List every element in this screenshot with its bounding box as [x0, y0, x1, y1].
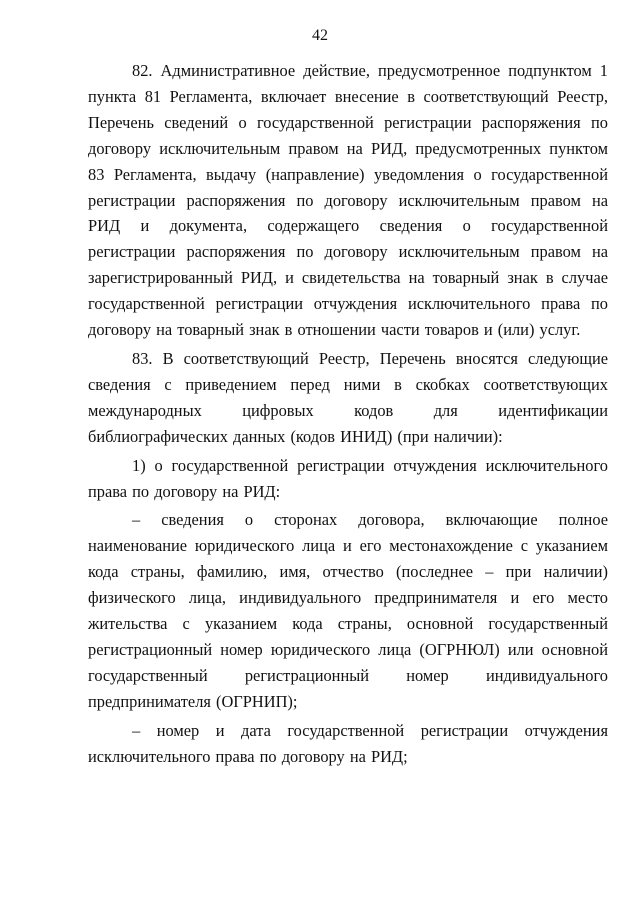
- page-number: 42: [312, 27, 328, 44]
- paragraph-83: 83. В соответствующий Реестр, Перечень вносятся следующие сведения с приведением перед ними в скобках соответствующих международных цифровых кодов для идентификации библиографических данных (кодов ИНИД) (при наличии):: [88, 348, 608, 446]
- document-body: [88, 58, 608, 769]
- list-item-parties-info: – сведения о сторонах договора, включающие полное наименование юридического лица и его местонахождение с указанием кода страны, фамилию, имя, отчество (последнее – при наличии) физического лица, индивидуального предпринимателя и его место жительства с указанием кода страны, основной государственный регистрационный номер юридического лица (ОГРНЮЛ) или основной государственный регистрационный номер индивидуального предпринимателя (ОГРНИП);: [88, 510, 608, 711]
- subparagraph-1: 1) о государственной регистрации отчуждения исключительного права по договору на РИД:: [88, 455, 608, 501]
- paragraph-82: 82. Административное действие, предусмотренное подпунктом 1 пункта 81 Регламента, включает внесение в соответствующий Реестр, Перечень сведений о государственной регистрации распоряжения по договору исключительным правом на РИД, предусмотренных пунктом 83 Регламента, выдачу (направление) уведомления о государственной регистрации распоряжения по договору исключительным правом на РИД и документа, содержащего сведения о государственной регистрации распоряжения по договору исключительным правом на зарегистрированный РИД, и свидетельства на товарный знак в случае государственной регистрации отчуждения исключительного права по договору на товарный знак в отношении части товаров и (или) услуг.: [88, 61, 608, 340]
- list-item-registration-number: – номер и дата государственной регистрации отчуждения исключительного права по договору на РИД;: [88, 720, 608, 766]
